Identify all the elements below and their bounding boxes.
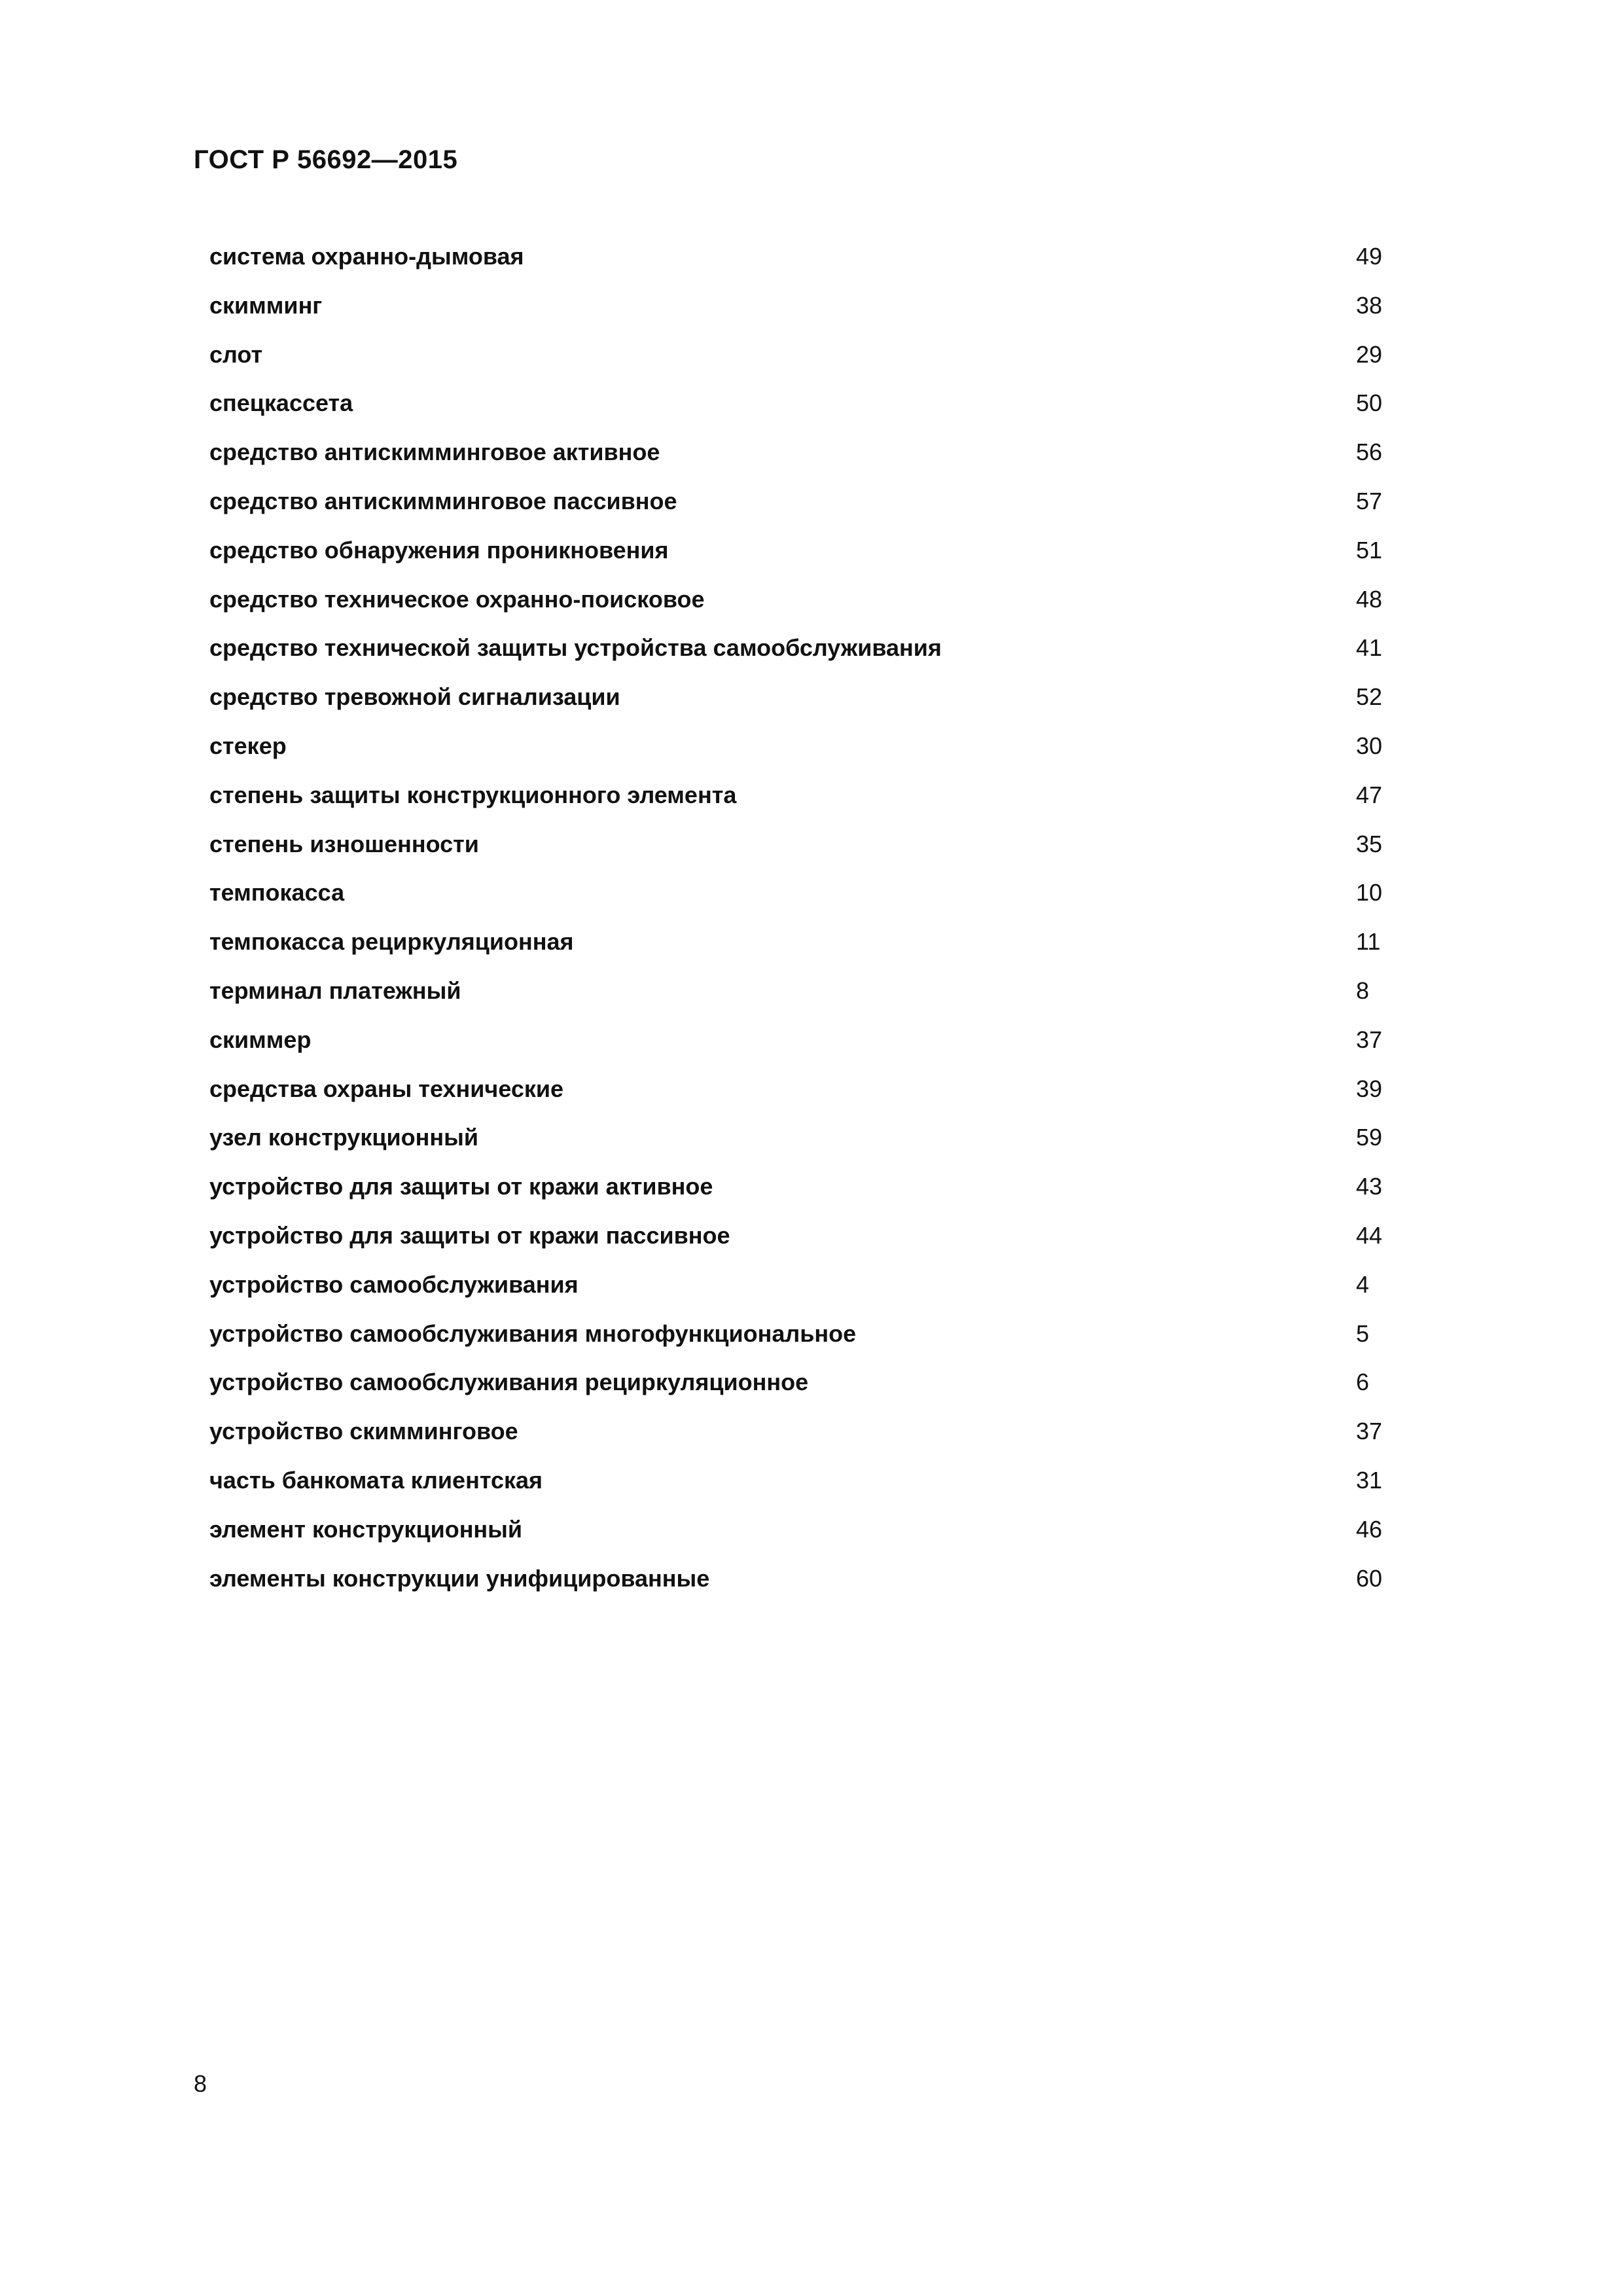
index-number: 31 [1356, 1466, 1383, 1494]
index-term: средства охраны технические [209, 1075, 564, 1102]
index-term: слот [209, 340, 263, 368]
index-row [209, 1172, 1387, 1221]
index-number: 4 [1356, 1270, 1370, 1298]
index-row [209, 781, 1387, 830]
document-code: ГОСТ Р 56692—2015 [194, 145, 458, 174]
index-number: 59 [1356, 1124, 1383, 1151]
index-term: устройство для защиты от кражи пассивное [209, 1221, 730, 1249]
index-term: средство обнаружения проникновения [209, 536, 669, 564]
index-number: 30 [1356, 732, 1383, 759]
index-term: стекер [209, 732, 287, 759]
index-number: 11 [1356, 928, 1381, 956]
index-row [209, 977, 1387, 1026]
index-number: 48 [1356, 585, 1383, 613]
index-row [209, 1075, 1387, 1124]
index-term: устройство скимминговое [209, 1418, 518, 1445]
index-row [209, 1123, 1387, 1172]
index-term: средство антискимминговое активное [209, 439, 660, 466]
index-term: средство тревожной сигнализации [209, 683, 620, 711]
index-row [209, 1221, 1387, 1270]
index-term: степень изношенности [209, 830, 479, 857]
index-number: 51 [1356, 536, 1383, 564]
index-row [209, 732, 1387, 781]
index-row [209, 634, 1387, 683]
index-number: 60 [1356, 1564, 1383, 1592]
index-number: 43 [1356, 1173, 1383, 1200]
index-number: 57 [1356, 487, 1383, 514]
index-number: 38 [1356, 291, 1383, 319]
index-number: 35 [1356, 830, 1383, 857]
index-term: система охранно-дымовая [209, 243, 524, 270]
index-number: 41 [1356, 634, 1383, 662]
index-row [209, 389, 1387, 438]
index-row [209, 1319, 1387, 1369]
index-number: 37 [1356, 1026, 1383, 1053]
index-row [209, 1026, 1387, 1075]
index-term: устройство самообслуживания рециркуляционное [209, 1369, 809, 1396]
index-number: 49 [1356, 243, 1383, 270]
index-row [209, 438, 1387, 487]
index-row [209, 683, 1387, 732]
index-term: средство техническое охранно-поисковое [209, 585, 705, 613]
index-number: 56 [1356, 439, 1383, 466]
index-row [209, 1270, 1387, 1319]
index-number: 5 [1356, 1319, 1370, 1347]
index-row [209, 1515, 1387, 1564]
index-term: устройство для защиты от кражи активное [209, 1173, 713, 1200]
index-term: степень защиты конструкционного элемента [209, 781, 737, 808]
index-term: средство технической защиты устройства самообслуживания [209, 634, 942, 662]
index-term: узел конструкционный [209, 1124, 478, 1151]
index-term: элементы конструкции унифицированные [209, 1564, 710, 1592]
index-term: скимминг [209, 291, 323, 319]
index-number: 39 [1356, 1075, 1383, 1102]
index-term: темпокасса [209, 879, 345, 906]
index-row [209, 536, 1387, 585]
index-term: средство антискимминговое пассивное [209, 487, 677, 514]
index-number: 44 [1356, 1221, 1383, 1249]
index-term: спецкассета [209, 389, 353, 417]
index-number: 50 [1356, 389, 1383, 417]
page-number: 8 [194, 2070, 207, 2097]
index-row [209, 1564, 1387, 1613]
index-number: 29 [1356, 340, 1383, 368]
index-number: 52 [1356, 683, 1383, 711]
index-row [209, 242, 1387, 291]
index-term: устройство самообслуживания [209, 1270, 579, 1298]
index-row [209, 291, 1387, 340]
index-term: устройство самообслуживания многофункциональное [209, 1319, 857, 1347]
index-row [209, 1417, 1387, 1466]
index-term: часть банкомата клиентская [209, 1466, 543, 1494]
index-term: темпокасса рециркуляционная [209, 928, 574, 956]
index-number: 37 [1356, 1418, 1383, 1445]
alphabetical-index [209, 242, 1387, 1613]
index-number: 47 [1356, 781, 1383, 808]
index-row [209, 830, 1387, 879]
index-row [209, 487, 1387, 536]
index-row [209, 1368, 1387, 1417]
index-number: 8 [1356, 977, 1370, 1004]
index-row [209, 927, 1387, 977]
index-term: элемент конструкционный [209, 1515, 523, 1543]
index-row [209, 585, 1387, 634]
index-row [209, 1466, 1387, 1515]
index-term: скиммер [209, 1026, 312, 1053]
index-term: терминал платежный [209, 977, 461, 1004]
index-number: 6 [1356, 1369, 1370, 1396]
index-number: 10 [1356, 879, 1383, 906]
index-number: 46 [1356, 1515, 1383, 1543]
index-row [209, 878, 1387, 927]
index-row [209, 340, 1387, 389]
